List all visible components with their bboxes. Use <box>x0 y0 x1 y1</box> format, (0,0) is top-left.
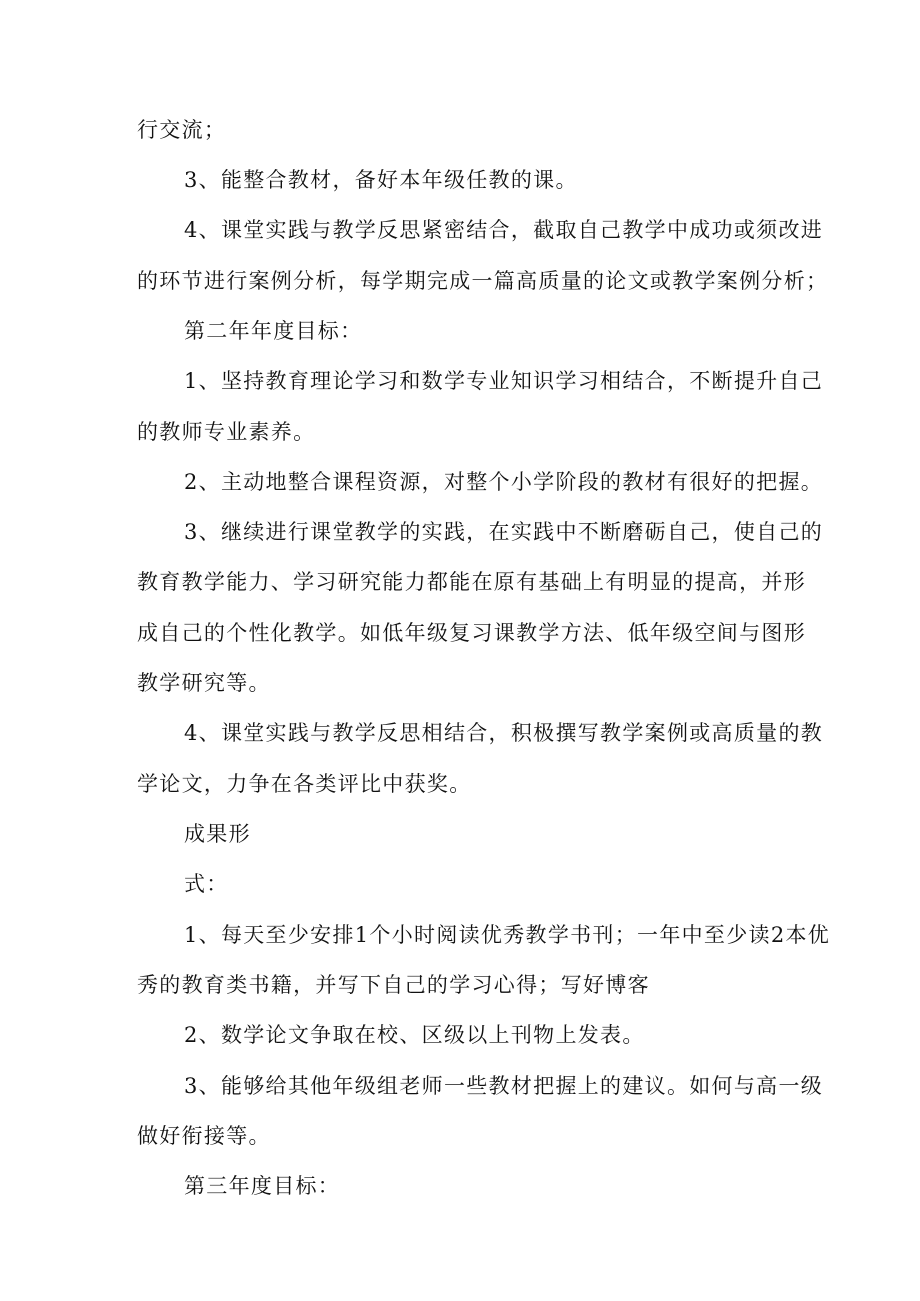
text-line: 教学研究等。 <box>137 671 271 695</box>
text-line: 4、课堂实践与教学反思紧密结合，截取自己教学中成功或须改进 <box>184 218 824 242</box>
text-line: 的教师专业素养。 <box>137 420 316 444</box>
text-line: 2、数学论文争取在校、区级以上刊物上发表。 <box>184 1023 645 1047</box>
text-line: 3、继续进行课堂教学的实践，在实践中不断磨砺自己，使自己的 <box>184 520 824 544</box>
text-line: 2、主动地整合课程资源，对整个小学阶段的教材有很好的把握。 <box>184 470 824 494</box>
section-heading: 第二年年度目标： <box>184 319 363 343</box>
text-line: 成自己的个性化教学。如低年级复习课教学方法、低年级空间与图形 <box>137 621 806 645</box>
section-heading: 成果形 <box>184 822 251 846</box>
section-heading: 第三年度目标： <box>184 1174 341 1198</box>
text-line: 3、能整合教材，备好本年级任教的课。 <box>184 168 578 192</box>
text-line: 1、每天至少安排1个小时阅读优秀教学书刊；一年中至少读2本优 <box>184 923 831 947</box>
text-line: 教育教学能力、学习研究能力都能在原有基础上有明显的提高，并形 <box>137 570 806 594</box>
text-line: 做好衔接等。 <box>137 1124 271 1148</box>
text-line: 行交流； <box>137 118 227 142</box>
text-line: 4、课堂实践与教学反思相结合，积极撰写教学案例或高质量的教 <box>184 721 824 745</box>
text-line: 1、坚持教育理论学习和数学专业知识学习相结合，不断提升自己 <box>184 369 824 393</box>
text-line: 秀的教育类书籍，并写下自己的学习心得；写好博客 <box>137 973 650 997</box>
text-line: 3、能够给其他年级组老师一些教材把握上的建议。如何与高一级 <box>184 1074 824 1098</box>
text-line: 学论文，力争在各类评比中获奖。 <box>137 772 472 796</box>
text-line: 的环节进行案例分析，每学期完成一篇高质量的论文或教学案例分析； <box>137 269 829 293</box>
section-heading: 式： <box>184 872 229 896</box>
